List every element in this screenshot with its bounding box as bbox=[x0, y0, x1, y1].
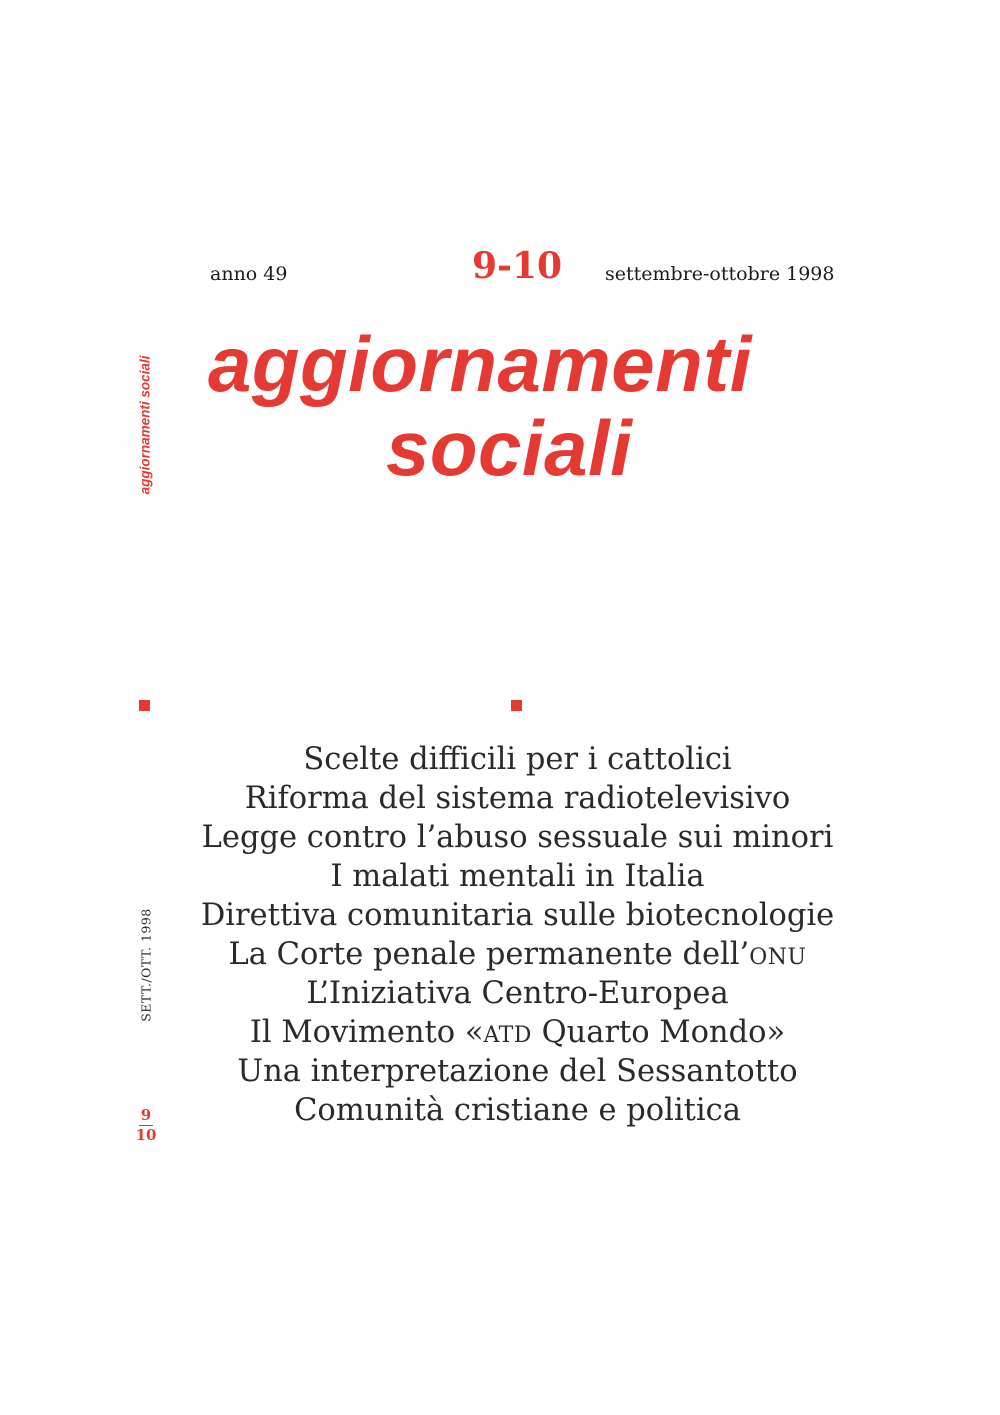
spine-title: aggiornamenti sociali bbox=[137, 355, 153, 495]
spine-date: SETT./OTT. 1998 bbox=[138, 908, 154, 1022]
toc-item: Una interpretazione del Sessantotto bbox=[237, 1054, 798, 1089]
red-square-marker-left bbox=[139, 700, 150, 711]
toc-item: Legge contro l’abuso sessuale sui minori bbox=[201, 820, 834, 855]
toc-item-smallcaps: ATD bbox=[483, 1023, 532, 1048]
masthead-title bbox=[208, 322, 752, 490]
toc-item-smallcaps: ONU bbox=[749, 945, 807, 970]
toc-item: Scelte difficili per i cattolici bbox=[303, 742, 732, 777]
toc-item: L’Iniziativa Centro-Europea bbox=[306, 976, 729, 1011]
issue-date: settembre-ottobre 1998 bbox=[605, 263, 835, 285]
masthead-line-1: aggiornamenti bbox=[208, 320, 752, 408]
issue-number: 9-10 bbox=[472, 245, 563, 287]
issue-info bbox=[0, 245, 1000, 295]
spine-issue-bottom: 10 bbox=[135, 1126, 157, 1145]
toc-item: Comunità cristiane e politica bbox=[294, 1093, 741, 1128]
toc-item: Direttiva comunitaria sulle biotecnologie bbox=[200, 898, 835, 933]
spine-issue-top: 9 bbox=[140, 1106, 152, 1124]
toc-item-text-end: Quarto Mondo» bbox=[531, 1015, 786, 1050]
masthead-line-2: sociali bbox=[386, 404, 633, 492]
toc-item bbox=[0, 935, 1000, 978]
toc-item-text: La Corte penale permanente dell’ bbox=[228, 937, 750, 972]
toc-item: I malati mentali in Italia bbox=[330, 859, 705, 894]
red-square-marker-center bbox=[511, 700, 522, 711]
toc-item bbox=[0, 1013, 1000, 1056]
toc-item-text: Il Movimento « bbox=[249, 1015, 484, 1050]
toc-item: Riforma del sistema radiotelevisivo bbox=[244, 781, 791, 816]
issue-year: anno 49 bbox=[210, 263, 288, 285]
